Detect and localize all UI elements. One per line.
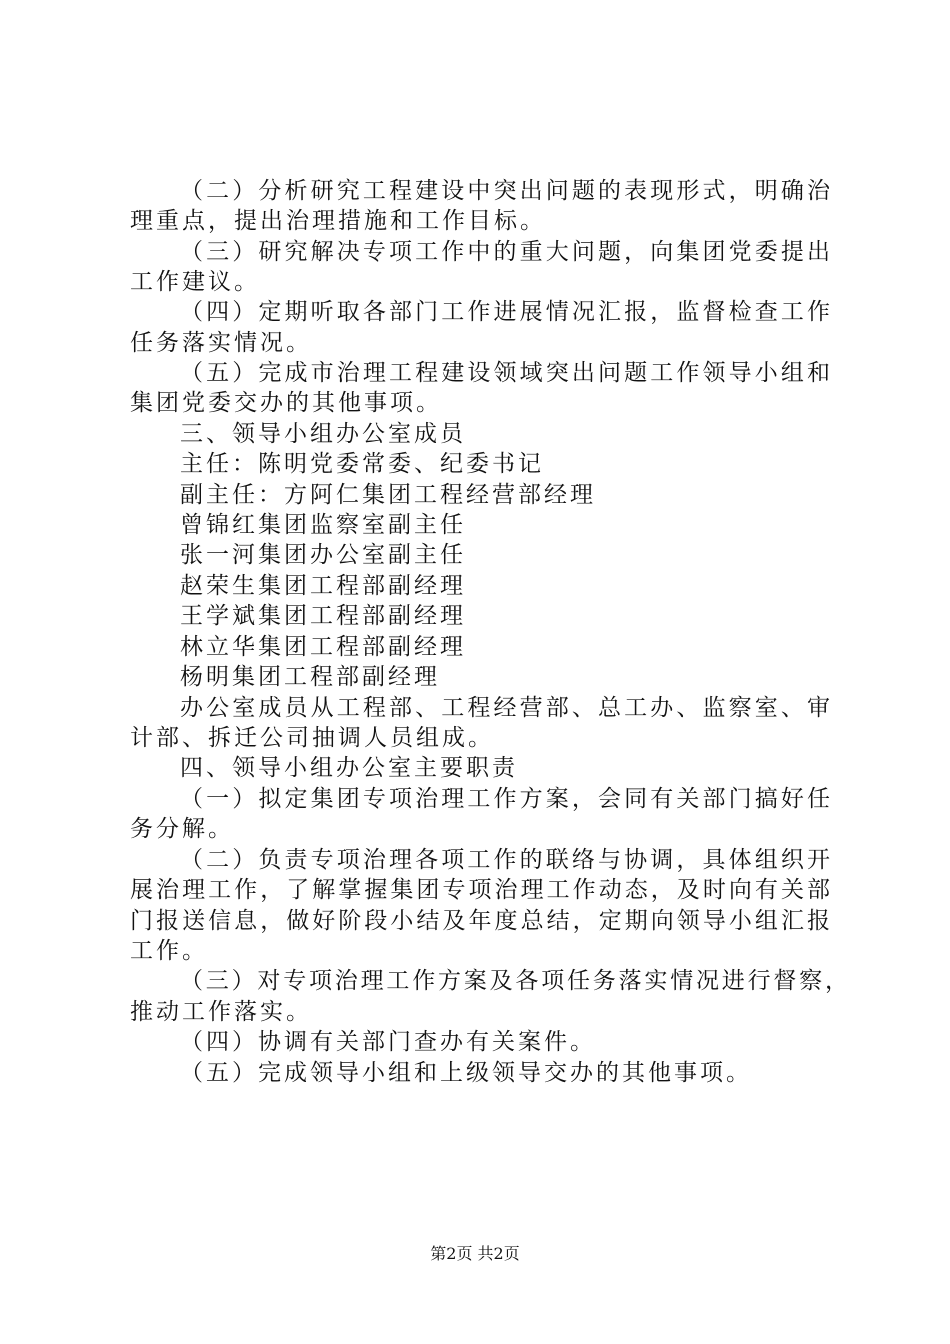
text-line: （三）对专项治理工作方案及各项任务落实情况进行督察， (180, 968, 848, 994)
section-heading: 三、领导小组办公室成员 (180, 421, 466, 447)
text-line: 赵荣生集团工程部副经理 (180, 573, 466, 599)
text-line: 工作。 (130, 938, 208, 964)
text-line: （三）研究解决专项工作中的重大问题，向集团党委提出 (180, 239, 830, 265)
text-line: 务分解。 (130, 816, 234, 842)
text-line: 任务落实情况。 (130, 330, 312, 356)
text-line: 计部、拆迁公司抽调人员组成。 (130, 725, 494, 751)
text-line: （一）拟定集团专项治理工作方案，会同有关部门搞好任 (180, 786, 830, 812)
text-line: 办公室成员从工程部、工程经营部、总工办、监察室、审 (180, 695, 830, 721)
page-number-footer: 第2页 共2页 (430, 1244, 520, 1263)
text-line: 曾锦红集团监察室副主任 (180, 512, 466, 538)
text-line: （二）负责专项治理各项工作的联络与协调，具体组织开 (180, 847, 830, 873)
text-line: （四）定期听取各部门工作进展情况汇报，监督检查工作 (180, 299, 830, 325)
text-line: 张一河集团办公室副主任 (180, 542, 466, 568)
text-line: （五）完成领导小组和上级领导交办的其他事项。 (180, 1060, 752, 1086)
text-line: 展治理工作，了解掌握集团专项治理工作动态，及时向有关部 (130, 877, 830, 903)
text-line: 主任：陈明党委常委、纪委书记 (180, 451, 544, 477)
text-line: 林立华集团工程部副经理 (180, 634, 466, 660)
text-line: 推动工作落实。 (130, 999, 312, 1025)
text-line: （二）分析研究工程建设中突出问题的表现形式，明确治 (180, 178, 830, 204)
section-heading: 四、领导小组办公室主要职责 (180, 755, 518, 781)
text-line: 门报送信息，做好阶段小结及年度总结，定期向领导小组汇报 (130, 908, 830, 934)
text-line: 集团党委交办的其他事项。 (130, 390, 442, 416)
text-line: 王学斌集团工程部副经理 (180, 603, 466, 629)
text-line: （四）协调有关部门查办有关案件。 (180, 1029, 596, 1055)
text-line: 副主任：方阿仁集团工程经营部经理 (180, 482, 596, 508)
text-line: （五）完成市治理工程建设领域突出问题工作领导小组和 (180, 360, 830, 386)
text-line: 工作建议。 (130, 269, 260, 295)
text-line: 杨明集团工程部副经理 (180, 664, 440, 690)
text-line: 理重点，提出治理措施和工作目标。 (130, 208, 546, 234)
